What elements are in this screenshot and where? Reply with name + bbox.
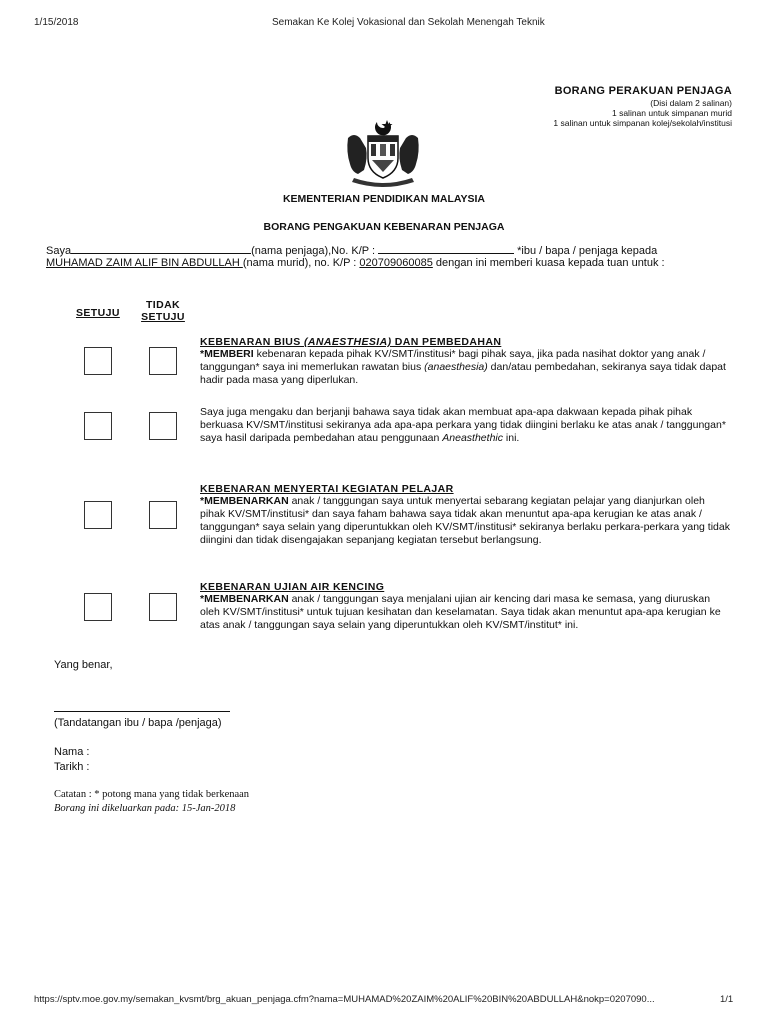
heading-part-b: (ANAESTHESIA) — [304, 336, 392, 348]
heading-part-c: DAN PEMBEDAHAN — [391, 336, 502, 348]
copies-note — [553, 98, 732, 128]
section-urine-test-text — [200, 593, 730, 632]
section-anaesthesia — [200, 336, 730, 387]
section-anaesthesia-text — [200, 348, 730, 387]
disagree-column-header — [138, 299, 188, 323]
urine-test-text: anak / tanggungan saya menjalani ujian air kencing dari masa ke semasa, yang diuruskan oleh KV/SMT/institusi* untuk tujuan kesihatan dan keselamatan. Saya tidak akan menuntut apa-apa kerugian ke atas anak / tanggungan saya selain yang diperuntukkan oleh KV/SMT/institut* ini. — [200, 593, 721, 631]
signature-label: (Tandatangan ibu / bapa /penjaga) — [54, 717, 222, 729]
ministry-name: KEMENTERIAN PENDIDIKAN MALAYSIA — [282, 193, 486, 205]
anaesthesia-text-a: kebenaran kepada pihak KV/SMT/institusi* bagi pihak saya, jika pada nasihat doktor yang anak / tanggungan* saya ini memerlukan rawatan bius — [200, 348, 706, 373]
disagree-checkbox-no-claim[interactable] — [149, 412, 177, 440]
activities-text: anak / tanggungan saya untuk menyertai sebarang kegiatan pelajar yang dianjurkan oleh pihak KV/SMT/institusi* dan saya faham bahawa saya tidak akan menuntut apa-apa kerugian ke atas anak / tanggungan* saya selain yang diperuntukkan oleh KV/SMT/institusi* sekiranya berlaku perkara-perkara yang tidak diingini dan tidak disengajakan sepanjang kegiatan tersebut berlangsung. — [200, 495, 730, 546]
guardian-ic-label: (nama penjaga),No. K/P : — [251, 245, 375, 257]
print-url: https://sptv.moe.gov.my/semakan_kvsmt/brg_akuan_penjaga.cfm?nama=MUHAMAD%20ZAIM%20ALIF%20BIN%20ABDULLAH&nokp=0207090... — [34, 994, 655, 1005]
agree-checkbox-activities[interactable] — [84, 501, 112, 529]
student-ic-label: (nama murid), no. K/P : — [242, 257, 357, 269]
disagree-header-line-2: SETUJU — [141, 311, 185, 323]
membenarkan-bold: *MEMBENARKAN — [200, 495, 289, 507]
form-title: BORANG PERAKUAN PENJAGA — [554, 85, 732, 97]
guardian-ic-blank[interactable] — [378, 243, 514, 254]
copy-1-note: 1 salinan untuk simpanan murid — [611, 108, 732, 118]
section-anaesthesia-heading — [200, 336, 730, 348]
authorization-text: dengan ini memberi kuasa kepada tuan untuk : — [435, 257, 665, 269]
note-text: Catatan : * potong mana yang tidak berkenaan — [54, 789, 250, 800]
closing-text: Yang benar, — [54, 659, 113, 671]
section-activities-text — [200, 495, 730, 547]
disagree-header-line-1: TIDAK — [145, 299, 181, 311]
issued-date-text: Borang ini dikeluarkan pada: 15-Jan-2018 — [54, 803, 236, 814]
no-claim-text-a: Saya juga mengaku dan berjanji bahawa saya tidak akan membuat apa-apa dakwaan kepada pihak pihak berkuasa KV/SMT/institusi sekiranya ada apa-apa perkara yang tidak diingini berlaku ke atas anak / tanggungan* saya hasil daripada pembedahan atau penggunaan — [200, 406, 726, 444]
no-claim-text-b: ini. — [503, 432, 520, 444]
print-page-count: 1/1 — [720, 994, 734, 1005]
anaesthesia-italic: (anaesthesia) — [424, 361, 488, 373]
date-label: Tarikh : — [54, 761, 90, 773]
saya-label: Saya — [46, 245, 72, 257]
relation-label: *ibu / bapa / penjaga kepada — [517, 245, 658, 257]
signature-line[interactable] — [54, 711, 230, 712]
anaesthesia-text-b: dan/atau pembedahan, sekiranya saya tidak dapat hadir pada masa yang diperlukan. — [200, 361, 726, 386]
no-claim-italic: Aneasthethic — [442, 432, 503, 444]
section-activities — [200, 483, 730, 547]
form-subtitle: BORANG PENGAKUAN KEBENARAN PENJAGA — [263, 221, 505, 233]
print-date: 1/15/2018 — [34, 17, 79, 28]
disagree-checkbox-urine-test[interactable] — [149, 593, 177, 621]
agree-checkbox-no-claim[interactable] — [84, 412, 112, 440]
student-ic: 020709060085 — [359, 257, 433, 269]
disagree-checkbox-activities[interactable] — [149, 501, 177, 529]
student-name: MUHAMAD ZAIM ALIF BIN ABDULLAH — [46, 257, 243, 269]
copies-note-line: (Disi dalam 2 salinan) — [650, 98, 732, 108]
memberi-bold: *MEMBERI — [200, 348, 254, 360]
heading-part-a: KEBENARAN BIUS — [200, 336, 305, 348]
copy-2-note: 1 salinan untuk simpanan kolej/sekolah/institusi — [553, 118, 732, 128]
section-urine-test-heading: KEBENARAN UJIAN AIR KENCING — [200, 581, 385, 593]
section-activities-heading: KEBENARAN MENYERTAI KEGIATAN PELAJAR — [200, 483, 454, 495]
agree-checkbox-urine-test[interactable] — [84, 593, 112, 621]
coat-of-arms-icon — [340, 118, 426, 190]
name-label: Nama : — [54, 746, 90, 758]
print-page-title: Semakan Ke Kolej Vokasional dan Sekolah Menengah Teknik — [272, 17, 545, 28]
agree-checkbox-anaesthesia[interactable] — [84, 347, 112, 375]
guardian-name-blank[interactable] — [71, 243, 251, 254]
membenarkan-bold-2: *MEMBENARKAN — [200, 593, 289, 605]
section-urine-test — [200, 581, 730, 632]
declaration-line-2 — [46, 257, 665, 270]
section-no-claim-text — [200, 406, 730, 445]
disagree-checkbox-anaesthesia[interactable] — [149, 347, 177, 375]
declaration-line-1 — [46, 243, 657, 258]
agree-column-header: SETUJU — [76, 307, 120, 319]
